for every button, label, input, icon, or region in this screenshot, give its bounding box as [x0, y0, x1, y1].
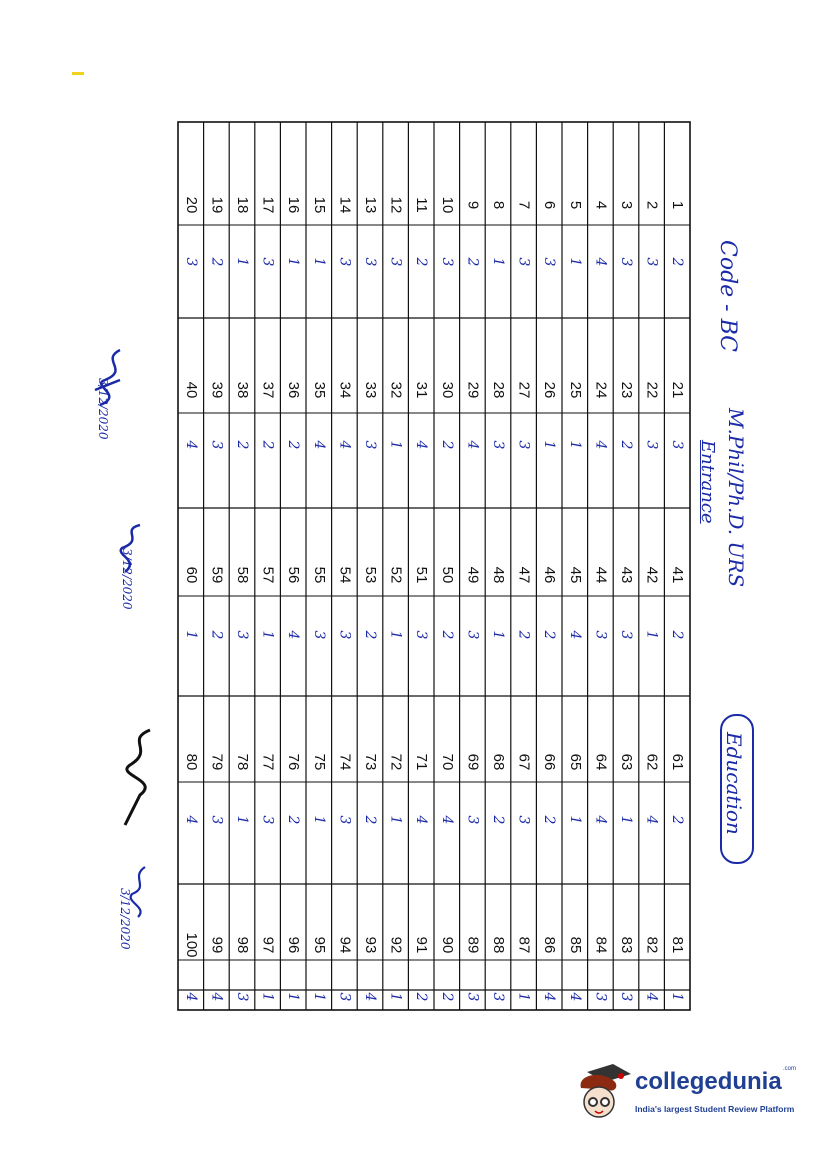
question-number: 7	[515, 200, 533, 210]
answer-value: 4	[182, 440, 199, 450]
question-number: 31	[413, 381, 431, 399]
answer-value: 3	[336, 815, 353, 825]
answer-value: 3	[464, 630, 481, 640]
answer-value: 4	[362, 992, 378, 1002]
question-number: 94	[336, 936, 354, 954]
question-number: 28	[490, 381, 508, 399]
answer-value: 4	[438, 815, 455, 825]
question-number: 61	[669, 753, 687, 771]
answer-value: 3	[592, 992, 609, 1002]
question-number: 79	[208, 753, 226, 771]
question-number: 5	[566, 200, 584, 210]
answer-value: 3	[515, 440, 532, 450]
answer-value: 1	[310, 815, 327, 825]
answer-value: 1	[566, 815, 583, 825]
answer-value: 3	[669, 440, 686, 450]
signature-4-date: 3/12/2020	[118, 888, 132, 950]
answer-value: 1	[259, 992, 276, 1002]
question-number: 87	[515, 936, 533, 954]
answer-value: 3	[464, 815, 481, 825]
question-number: 2	[643, 200, 661, 210]
question-number: 71	[413, 753, 431, 771]
question-number: 86	[541, 936, 559, 954]
question-number: 15	[310, 196, 328, 214]
signature-2-date: 3/12/2020	[120, 548, 134, 610]
answer-value: 1	[387, 440, 404, 450]
answer-value: 3	[464, 992, 481, 1002]
question-number: 9	[464, 200, 482, 210]
question-number: 72	[387, 753, 405, 771]
question-number: 62	[643, 753, 661, 771]
answer-value: 1	[259, 630, 276, 640]
question-number: 51	[413, 566, 431, 584]
answer-value: 1	[310, 257, 327, 267]
question-number: 73	[362, 753, 380, 771]
answer-value: 2	[208, 257, 225, 267]
question-number: 55	[310, 566, 328, 584]
answer-value: 3	[643, 257, 660, 267]
answer-value: 1	[618, 815, 634, 825]
answer-value: 4	[592, 440, 609, 450]
question-number: 30	[438, 381, 456, 399]
answer-value: 3	[310, 630, 327, 640]
answer-value: 1	[234, 815, 250, 825]
answer-value: 4	[285, 630, 302, 640]
answer-value: 2	[490, 815, 506, 825]
answer-value: 2	[285, 440, 302, 450]
question-number: 83	[618, 936, 636, 954]
question-number: 47	[515, 566, 533, 584]
question-number: 39	[208, 381, 226, 399]
answer-value: 4	[566, 992, 583, 1002]
answer-value: 4	[208, 992, 225, 1002]
answer-value: 3	[413, 630, 430, 640]
answer-value: 3	[259, 257, 276, 267]
answer-value: 4	[643, 992, 660, 1002]
question-number: 46	[541, 566, 559, 584]
subject-label: Education	[722, 732, 746, 835]
answer-value: 2	[259, 440, 276, 450]
code-label: Code - BC	[715, 240, 740, 353]
answer-value: 2	[234, 440, 250, 450]
question-number: 13	[362, 196, 380, 214]
signature-1-date: 3/12/2020	[96, 378, 110, 440]
question-number: 60	[182, 566, 200, 584]
exam-subtitle: Entrance	[697, 440, 718, 524]
answer-value: 3	[362, 440, 378, 450]
question-number: 59	[208, 566, 226, 584]
answer-value: 3	[490, 992, 506, 1002]
answer-value: 2	[285, 815, 302, 825]
answer-value: 3	[592, 630, 609, 640]
question-number: 99	[208, 936, 226, 954]
question-number: 43	[618, 566, 636, 584]
answer-value: 4	[592, 257, 609, 267]
answer-value: 2	[541, 815, 558, 825]
question-number: 4	[592, 200, 610, 210]
question-number: 67	[515, 753, 533, 771]
answer-value: 1	[234, 257, 250, 267]
answer-value: 4	[182, 815, 199, 825]
question-number: 38	[234, 381, 252, 399]
question-number: 92	[387, 936, 405, 954]
exam-title: M.Phil/Ph.D. URS	[724, 408, 748, 588]
answer-value: 3	[259, 815, 276, 825]
answer-value: 1	[387, 815, 404, 825]
question-number: 84	[592, 936, 610, 954]
question-number: 24	[592, 381, 610, 399]
answer-value: 3	[182, 257, 199, 267]
answer-value: 2	[541, 630, 558, 640]
answer-value: 1	[387, 630, 404, 640]
question-number: 36	[285, 381, 303, 399]
answer-value: 3	[618, 630, 634, 640]
answer-value: 2	[669, 630, 686, 640]
answer-value: 3	[234, 992, 250, 1002]
question-number: 53	[362, 566, 380, 584]
question-number: 65	[566, 753, 584, 771]
question-number: 3	[618, 200, 636, 210]
question-number: 1	[669, 200, 687, 210]
answer-value: 4	[643, 815, 660, 825]
question-number: 25	[566, 381, 584, 399]
question-number: 96	[285, 936, 303, 954]
answer-value: 4	[336, 440, 353, 450]
question-number: 22	[643, 381, 661, 399]
question-number: 69	[464, 753, 482, 771]
answer-value: 4	[413, 440, 430, 450]
answer-value: 3	[362, 257, 378, 267]
question-number: 90	[438, 936, 456, 954]
question-number: 93	[362, 936, 380, 954]
answer-value: 3	[208, 440, 225, 450]
question-number: 18	[234, 196, 252, 214]
question-number: 17	[259, 196, 277, 214]
question-number: 14	[336, 196, 354, 214]
answer-value: 2	[438, 630, 455, 640]
answer-value: 3	[234, 630, 250, 640]
question-number: 97	[259, 936, 277, 954]
mascot-icon	[573, 1062, 633, 1126]
answer-value: 2	[413, 257, 430, 267]
question-number: 11	[413, 197, 431, 213]
question-number: 75	[310, 753, 328, 771]
question-number: 12	[387, 196, 405, 214]
question-number: 52	[387, 566, 405, 584]
question-number: 6	[541, 200, 559, 210]
answer-value: 4	[182, 992, 199, 1002]
question-number: 45	[566, 566, 584, 584]
answer-value: 1	[182, 630, 199, 640]
answer-value: 4	[592, 815, 609, 825]
answer-value: 4	[310, 440, 327, 450]
question-number: 77	[259, 753, 277, 771]
answer-value: 3	[490, 440, 506, 450]
answer-value: 1	[566, 257, 583, 267]
question-number: 48	[490, 566, 508, 584]
answer-value: 1	[310, 992, 327, 1002]
answer-value: 1	[669, 992, 686, 1002]
question-number: 85	[566, 936, 584, 954]
answer-value: 2	[362, 630, 378, 640]
answer-value: 4	[413, 815, 430, 825]
question-number: 35	[310, 381, 328, 399]
question-number: 80	[182, 753, 200, 771]
question-number: 44	[592, 566, 610, 584]
question-number: 81	[669, 936, 687, 954]
question-number: 57	[259, 566, 277, 584]
question-number: 16	[285, 196, 303, 214]
question-number: 41	[669, 566, 687, 584]
question-number: 27	[515, 381, 533, 399]
question-number: 42	[643, 566, 661, 584]
question-number: 70	[438, 753, 456, 771]
question-number: 68	[490, 753, 508, 771]
brand-name: collegedunia	[635, 1068, 782, 1095]
answer-value: 1	[285, 257, 302, 267]
question-number: 21	[669, 381, 687, 399]
answer-value: 2	[618, 440, 634, 450]
answer-value: 3	[541, 257, 558, 267]
answer-value: 1	[515, 992, 532, 1002]
question-number: 76	[285, 753, 303, 771]
question-number: 91	[413, 936, 431, 954]
answer-value: 3	[208, 815, 225, 825]
question-number: 26	[541, 381, 559, 399]
question-number: 98	[234, 936, 252, 954]
question-number: 82	[643, 936, 661, 954]
question-number: 19	[208, 196, 226, 214]
question-number: 23	[618, 381, 636, 399]
answer-value: 4	[541, 992, 558, 1002]
answer-value: 1	[490, 257, 506, 267]
answer-value: 1	[643, 630, 660, 640]
answer-value: 1	[490, 630, 506, 640]
answer-value: 2	[438, 440, 455, 450]
question-number: 66	[541, 753, 559, 771]
answer-value: 1	[541, 440, 558, 450]
question-number: 63	[618, 753, 636, 771]
question-number: 8	[490, 200, 508, 210]
answer-value: 3	[618, 257, 634, 267]
brand-tagline: India's largest Student Review Platform	[635, 1104, 795, 1114]
answer-value: 3	[336, 630, 353, 640]
question-number: 10	[438, 196, 456, 214]
question-number: 20	[182, 196, 200, 214]
answer-value: 2	[464, 257, 481, 267]
question-number: 54	[336, 566, 354, 584]
answer-value: 3	[515, 257, 532, 267]
question-number: 88	[490, 936, 508, 954]
question-number: 34	[336, 381, 354, 399]
answer-value: 4	[464, 440, 481, 450]
question-number: 49	[464, 566, 482, 584]
answer-value: 2	[669, 815, 686, 825]
answer-value: 4	[566, 630, 583, 640]
answer-value: 2	[413, 992, 430, 1002]
brand-domain: .com	[783, 1066, 797, 1072]
question-number: 50	[438, 566, 456, 584]
answer-value: 2	[515, 630, 532, 640]
answer-value: 1	[285, 992, 302, 1002]
question-number: 29	[464, 381, 482, 399]
answer-value: 1	[566, 440, 583, 450]
answer-value: 1	[387, 992, 404, 1002]
answer-value: 3	[387, 257, 404, 267]
question-number: 58	[234, 566, 252, 584]
answer-value: 2	[438, 992, 455, 1002]
question-number: 95	[310, 936, 328, 954]
answer-value: 3	[336, 992, 353, 1002]
answer-value: 2	[669, 257, 686, 267]
question-number: 64	[592, 753, 610, 771]
question-number: 40	[182, 381, 200, 399]
answer-value: 2	[208, 630, 225, 640]
question-number: 56	[285, 566, 303, 584]
answer-value: 2	[362, 815, 378, 825]
question-number: 37	[259, 381, 277, 399]
question-number: 78	[234, 753, 252, 771]
collegedunia-logo	[573, 1062, 803, 1126]
answer-value: 3	[515, 815, 532, 825]
question-number: 74	[336, 753, 354, 771]
question-number: 100	[182, 932, 200, 958]
question-number: 33	[362, 381, 380, 399]
question-number: 32	[387, 381, 405, 399]
question-number: 89	[464, 936, 482, 954]
answer-value: 3	[643, 440, 660, 450]
answer-value: 3	[336, 257, 353, 267]
answer-value: 3	[438, 257, 455, 267]
answer-value: 3	[618, 992, 634, 1002]
